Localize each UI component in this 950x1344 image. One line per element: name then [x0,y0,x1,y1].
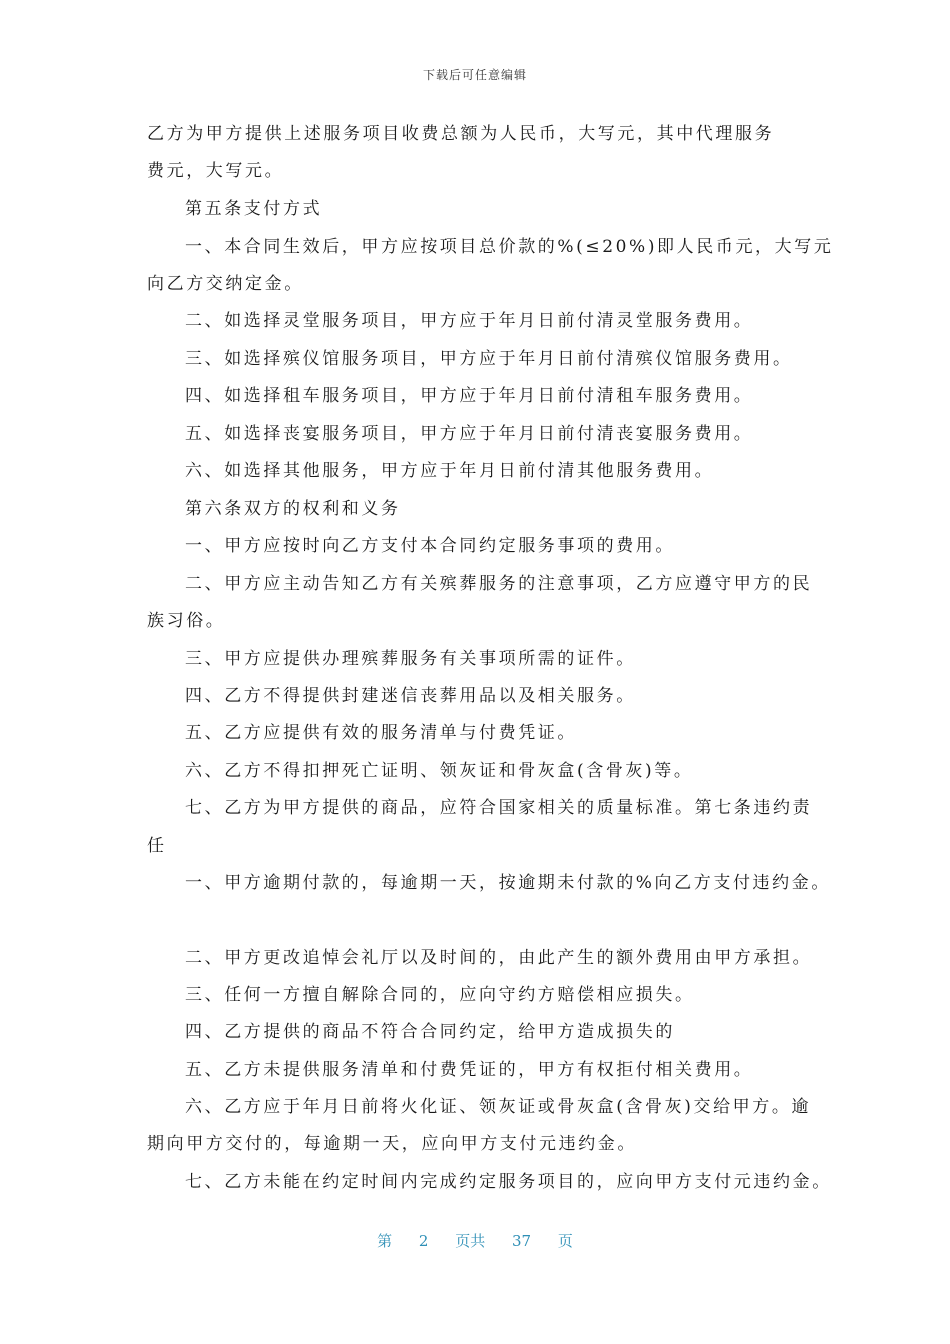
paragraph-line: 五、乙方未提供服务清单和付费凭证的，甲方有权拒付相关费用。 [185,1060,754,1080]
paragraph-line: 乙方为甲方提供上述服务项目收费总额为人民币，大写元，其中代理服务 [147,124,775,144]
paragraph-line: 五、乙方应提供有效的服务清单与付费凭证。 [185,723,577,743]
page-footer [0,1230,950,1251]
paragraph-line: 一、甲方应按时向乙方支付本合同约定服务事项的费用。 [185,536,675,556]
section-heading: 第六条双方的权利和义务 [185,499,401,519]
paragraph-line: 四、如选择租车服务项目，甲方应于年月日前付清租车服务费用。 [185,386,754,406]
paragraph-line: 四、乙方不得提供封建迷信丧葬用品以及相关服务。 [185,686,636,706]
paragraph-line: 族习俗。 [147,611,226,631]
paragraph-line: 六、乙方不得扣押死亡证明、领灰证和骨灰盒(含骨灰)等。 [185,761,694,781]
paragraph-line: 七、乙方为甲方提供的商品，应符合国家相关的质量标准。第七条违约责 [185,798,813,818]
section-heading: 第五条支付方式 [185,199,323,219]
paragraph-line: 五、如选择丧宴服务项目，甲方应于年月日前付清丧宴服务费用。 [185,424,754,444]
paragraph-line: 二、如选择灵堂服务项目，甲方应于年月日前付清灵堂服务费用。 [185,311,754,331]
paragraph-line: 一、甲方逾期付款的，每逾期一天，按逾期未付款的%向乙方支付违约金。 [185,873,831,893]
page-number: 2 [418,1232,429,1250]
paragraph-line: 三、任何一方擅自解除合同的，应向守约方赔偿相应损失。 [185,985,695,1005]
paragraph-line: 四、乙方提供的商品不符合合同约定，给甲方造成损失的 [185,1022,675,1042]
paragraph-line: 费元，大写元。 [147,161,285,181]
page-label-pre: 第 [377,1232,393,1250]
paragraph-line: 二、甲方应主动告知乙方有关殡葬服务的注意事项，乙方应遵守甲方的民 [185,574,813,594]
page-header: 下载后可任意编辑 [422,68,527,82]
paragraph-line: 二、甲方更改追悼会礼厅以及时间的，由此产生的额外费用由甲方承担。 [185,948,813,968]
paragraph-line: 任 [147,836,167,856]
paragraph-line: 三、如选择殡仪馆服务项目，甲方应于年月日前付清殡仪馆服务费用。 [185,349,793,369]
paragraph-line: 三、甲方应提供办理殡葬服务有关事项所需的证件。 [185,649,636,669]
paragraph-line: 六、乙方应于年月日前将火化证、领灰证或骨灰盒(含骨灰)交给甲方。逾 [185,1097,812,1117]
total-pages: 37 [512,1232,532,1250]
page-label-mid: 页共 [455,1232,486,1250]
page-label-post: 页 [557,1232,573,1250]
paragraph-line: 向乙方交纳定金。 [147,274,304,294]
paragraph-line: 期向甲方交付的，每逾期一天，应向甲方支付元违约金。 [147,1134,637,1154]
paragraph-line: 七、乙方未能在约定时间内完成约定服务项目的，应向甲方支付元违约金。 [185,1172,832,1192]
paragraph-line: 一、本合同生效后，甲方应按项目总价款的%(≤20%)即人民币元，大写元 [185,237,834,257]
paragraph-line: 六、如选择其他服务，甲方应于年月日前付清其他服务费用。 [185,461,715,481]
